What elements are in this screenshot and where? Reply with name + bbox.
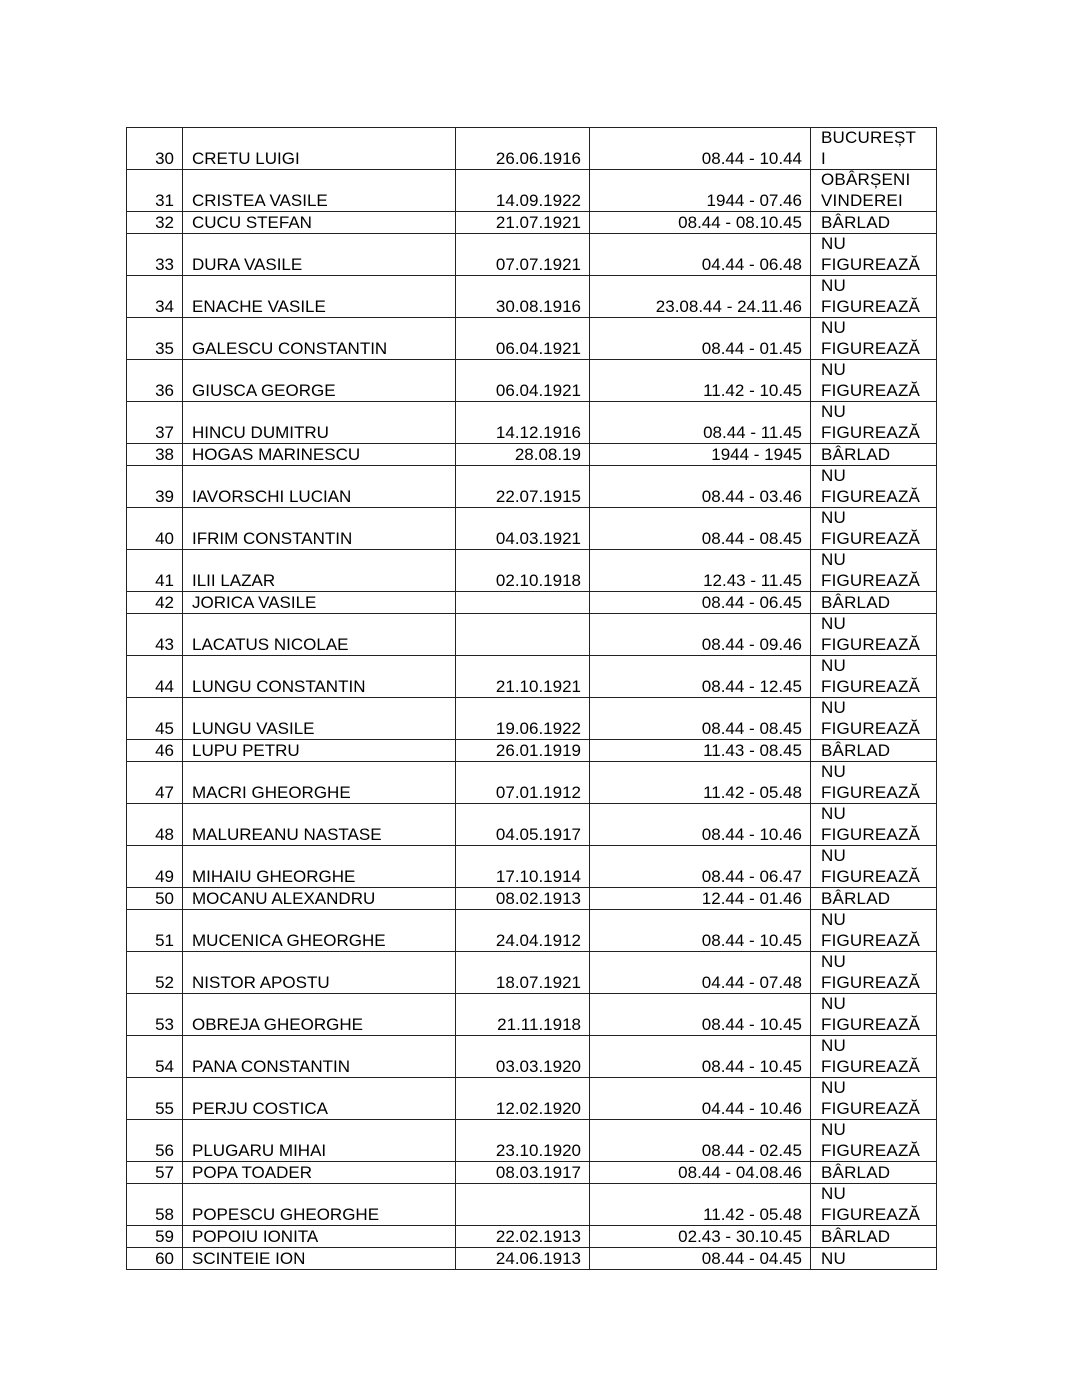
place-cell: NU FIGUREAZĂ [811, 318, 937, 360]
service-period-cell: 08.44 - 10.45 [590, 1036, 811, 1078]
service-period-cell: 12.44 - 01.46 [590, 888, 811, 910]
place-cell: NU FIGUREAZĂ [811, 614, 937, 656]
name-cell: MALUREANU NASTASE [183, 804, 456, 846]
table-row [127, 1226, 937, 1248]
service-period-cell: 08.44 - 01.45 [590, 318, 811, 360]
place-cell: NU FIGUREAZĂ [811, 1120, 937, 1162]
table-row [127, 1078, 937, 1120]
row-number-cell: 32 [127, 212, 183, 234]
name-cell: CRISTEA VASILE [183, 170, 456, 212]
table-row [127, 360, 937, 402]
row-number-cell: 36 [127, 360, 183, 402]
place-cell: NU FIGUREAZĂ [811, 234, 937, 276]
row-number-cell: 39 [127, 466, 183, 508]
place-cell: NU [811, 1248, 937, 1270]
service-period-cell: 08.44 - 10.45 [590, 994, 811, 1036]
service-period-cell: 04.44 - 06.48 [590, 234, 811, 276]
birth-date-cell: 21.10.1921 [456, 656, 590, 698]
name-cell: ILII LAZAR [183, 550, 456, 592]
place-cell: BUCUREȘT I [811, 128, 937, 170]
birth-date-cell: 26.06.1916 [456, 128, 590, 170]
name-cell: OBREJA GHEORGHE [183, 994, 456, 1036]
place-cell: NU FIGUREAZĂ [811, 466, 937, 508]
name-cell: MOCANU ALEXANDRU [183, 888, 456, 910]
row-number-cell: 33 [127, 234, 183, 276]
table-row [127, 994, 937, 1036]
row-number-cell: 58 [127, 1184, 183, 1226]
birth-date-cell: 17.10.1914 [456, 846, 590, 888]
name-cell: LUPU PETRU [183, 740, 456, 762]
name-cell: MIHAIU GHEORGHE [183, 846, 456, 888]
birth-date-cell: 21.11.1918 [456, 994, 590, 1036]
birth-date-cell: 12.02.1920 [456, 1078, 590, 1120]
place-cell: NU FIGUREAZĂ [811, 698, 937, 740]
service-period-cell: 08.44 - 08.45 [590, 508, 811, 550]
place-cell: BÂRLAD [811, 592, 937, 614]
row-number-cell: 41 [127, 550, 183, 592]
place-cell: NU FIGUREAZĂ [811, 952, 937, 994]
table-row [127, 466, 937, 508]
name-cell: GALESCU CONSTANTIN [183, 318, 456, 360]
row-number-cell: 46 [127, 740, 183, 762]
name-cell: GIUSCA GEORGE [183, 360, 456, 402]
table-row [127, 318, 937, 360]
service-period-cell: 1944 - 07.46 [590, 170, 811, 212]
table-row [127, 508, 937, 550]
row-number-cell: 45 [127, 698, 183, 740]
birth-date-cell: 06.04.1921 [456, 360, 590, 402]
table-row [127, 550, 937, 592]
place-cell: NU FIGUREAZĂ [811, 994, 937, 1036]
row-number-cell: 31 [127, 170, 183, 212]
name-cell: PERJU COSTICA [183, 1078, 456, 1120]
service-period-cell: 08.44 - 06.45 [590, 592, 811, 614]
row-number-cell: 30 [127, 128, 183, 170]
table-row [127, 128, 937, 170]
service-period-cell: 08.44 - 12.45 [590, 656, 811, 698]
place-cell: NU FIGUREAZĂ [811, 550, 937, 592]
place-cell: NU FIGUREAZĂ [811, 762, 937, 804]
table-row [127, 212, 937, 234]
service-period-cell: 08.44 - 10.46 [590, 804, 811, 846]
place-cell: BÂRLAD [811, 1226, 937, 1248]
row-number-cell: 51 [127, 910, 183, 952]
name-cell: HINCU DUMITRU [183, 402, 456, 444]
birth-date-cell: 14.09.1922 [456, 170, 590, 212]
table-row [127, 952, 937, 994]
name-cell: LACATUS NICOLAE [183, 614, 456, 656]
place-cell: NU FIGUREAZĂ [811, 1078, 937, 1120]
place-cell: BÂRLAD [811, 740, 937, 762]
records-table [126, 127, 937, 1270]
table-row [127, 1162, 937, 1184]
birth-date-cell: 18.07.1921 [456, 952, 590, 994]
records-table-body [127, 128, 937, 1270]
name-cell: HOGAS MARINESCU [183, 444, 456, 466]
name-cell: ENACHE VASILE [183, 276, 456, 318]
service-period-cell: 08.44 - 10.44 [590, 128, 811, 170]
service-period-cell: 11.42 - 10.45 [590, 360, 811, 402]
place-cell: BÂRLAD [811, 1162, 937, 1184]
name-cell: PLUGARU MIHAI [183, 1120, 456, 1162]
birth-date-cell: 06.04.1921 [456, 318, 590, 360]
service-period-cell: 04.44 - 07.48 [590, 952, 811, 994]
place-cell: NU FIGUREAZĂ [811, 804, 937, 846]
name-cell: IFRIM CONSTANTIN [183, 508, 456, 550]
service-period-cell: 12.43 - 11.45 [590, 550, 811, 592]
service-period-cell: 23.08.44 - 24.11.46 [590, 276, 811, 318]
service-period-cell: 08.44 - 10.45 [590, 910, 811, 952]
place-cell: NU FIGUREAZĂ [811, 846, 937, 888]
place-cell: NU FIGUREAZĂ [811, 910, 937, 952]
row-number-cell: 57 [127, 1162, 183, 1184]
row-number-cell: 34 [127, 276, 183, 318]
service-period-cell: 08.44 - 04.08.46 [590, 1162, 811, 1184]
row-number-cell: 49 [127, 846, 183, 888]
birth-date-cell: 08.03.1917 [456, 1162, 590, 1184]
birth-date-cell: 19.06.1922 [456, 698, 590, 740]
place-cell: BÂRLAD [811, 444, 937, 466]
birth-date-cell: 14.12.1916 [456, 402, 590, 444]
birth-date-cell: 24.04.1912 [456, 910, 590, 952]
table-row [127, 592, 937, 614]
row-number-cell: 42 [127, 592, 183, 614]
service-period-cell: 08.44 - 03.46 [590, 466, 811, 508]
table-row [127, 276, 937, 318]
table-row [127, 1248, 937, 1270]
birth-date-cell: 24.06.1913 [456, 1248, 590, 1270]
table-row [127, 762, 937, 804]
birth-date-cell: 22.02.1913 [456, 1226, 590, 1248]
table-row [127, 910, 937, 952]
row-number-cell: 59 [127, 1226, 183, 1248]
service-period-cell: 04.44 - 10.46 [590, 1078, 811, 1120]
row-number-cell: 53 [127, 994, 183, 1036]
place-cell: BÂRLAD [811, 888, 937, 910]
place-cell: NU FIGUREAZĂ [811, 1184, 937, 1226]
birth-date-cell: 22.07.1915 [456, 466, 590, 508]
row-number-cell: 56 [127, 1120, 183, 1162]
birth-date-cell: 03.03.1920 [456, 1036, 590, 1078]
name-cell: POPESCU GHEORGHE [183, 1184, 456, 1226]
birth-date-cell [456, 1184, 590, 1226]
row-number-cell: 35 [127, 318, 183, 360]
table-row [127, 1184, 937, 1226]
place-cell: NU FIGUREAZĂ [811, 276, 937, 318]
name-cell: JORICA VASILE [183, 592, 456, 614]
row-number-cell: 40 [127, 508, 183, 550]
place-cell: NU FIGUREAZĂ [811, 1036, 937, 1078]
table-row [127, 846, 937, 888]
birth-date-cell [456, 614, 590, 656]
row-number-cell: 52 [127, 952, 183, 994]
name-cell: LUNGU CONSTANTIN [183, 656, 456, 698]
name-cell: MUCENICA GHEORGHE [183, 910, 456, 952]
service-period-cell: 08.44 - 04.45 [590, 1248, 811, 1270]
place-cell: OBÂRȘENI VINDEREI [811, 170, 937, 212]
row-number-cell: 48 [127, 804, 183, 846]
name-cell: CRETU LUIGI [183, 128, 456, 170]
name-cell: IAVORSCHI LUCIAN [183, 466, 456, 508]
birth-date-cell: 28.08.19 [456, 444, 590, 466]
birth-date-cell: 07.01.1912 [456, 762, 590, 804]
name-cell: CUCU STEFAN [183, 212, 456, 234]
service-period-cell: 08.44 - 11.45 [590, 402, 811, 444]
place-cell: NU FIGUREAZĂ [811, 402, 937, 444]
birth-date-cell: 07.07.1921 [456, 234, 590, 276]
table-row [127, 614, 937, 656]
table-row [127, 698, 937, 740]
service-period-cell: 08.44 - 09.46 [590, 614, 811, 656]
row-number-cell: 54 [127, 1036, 183, 1078]
service-period-cell: 02.43 - 30.10.45 [590, 1226, 811, 1248]
place-cell: NU FIGUREAZĂ [811, 656, 937, 698]
name-cell: DURA VASILE [183, 234, 456, 276]
table-row [127, 234, 937, 276]
row-number-cell: 43 [127, 614, 183, 656]
birth-date-cell: 04.05.1917 [456, 804, 590, 846]
birth-date-cell: 30.08.1916 [456, 276, 590, 318]
birth-date-cell [456, 592, 590, 614]
row-number-cell: 55 [127, 1078, 183, 1120]
place-cell: NU FIGUREAZĂ [811, 360, 937, 402]
name-cell: PANA CONSTANTIN [183, 1036, 456, 1078]
service-period-cell: 08.44 - 08.45 [590, 698, 811, 740]
name-cell: SCINTEIE ION [183, 1248, 456, 1270]
service-period-cell: 11.42 - 05.48 [590, 762, 811, 804]
service-period-cell: 08.44 - 08.10.45 [590, 212, 811, 234]
name-cell: POPOIU IONITA [183, 1226, 456, 1248]
service-period-cell: 11.42 - 05.48 [590, 1184, 811, 1226]
birth-date-cell: 02.10.1918 [456, 550, 590, 592]
birth-date-cell: 26.01.1919 [456, 740, 590, 762]
row-number-cell: 37 [127, 402, 183, 444]
name-cell: MACRI GHEORGHE [183, 762, 456, 804]
birth-date-cell: 04.03.1921 [456, 508, 590, 550]
name-cell: POPA TOADER [183, 1162, 456, 1184]
birth-date-cell: 08.02.1913 [456, 888, 590, 910]
table-row [127, 402, 937, 444]
table-row [127, 656, 937, 698]
service-period-cell: 08.44 - 02.45 [590, 1120, 811, 1162]
row-number-cell: 50 [127, 888, 183, 910]
birth-date-cell: 21.07.1921 [456, 212, 590, 234]
row-number-cell: 38 [127, 444, 183, 466]
birth-date-cell: 23.10.1920 [456, 1120, 590, 1162]
table-row [127, 444, 937, 466]
row-number-cell: 60 [127, 1248, 183, 1270]
service-period-cell: 1944 - 1945 [590, 444, 811, 466]
row-number-cell: 47 [127, 762, 183, 804]
row-number-cell: 44 [127, 656, 183, 698]
table-row [127, 1120, 937, 1162]
service-period-cell: 08.44 - 06.47 [590, 846, 811, 888]
table-row [127, 170, 937, 212]
name-cell: NISTOR APOSTU [183, 952, 456, 994]
table-row [127, 740, 937, 762]
table-row [127, 1036, 937, 1078]
table-row [127, 804, 937, 846]
place-cell: NU FIGUREAZĂ [811, 508, 937, 550]
service-period-cell: 11.43 - 08.45 [590, 740, 811, 762]
name-cell: LUNGU VASILE [183, 698, 456, 740]
place-cell: BÂRLAD [811, 212, 937, 234]
table-row [127, 888, 937, 910]
